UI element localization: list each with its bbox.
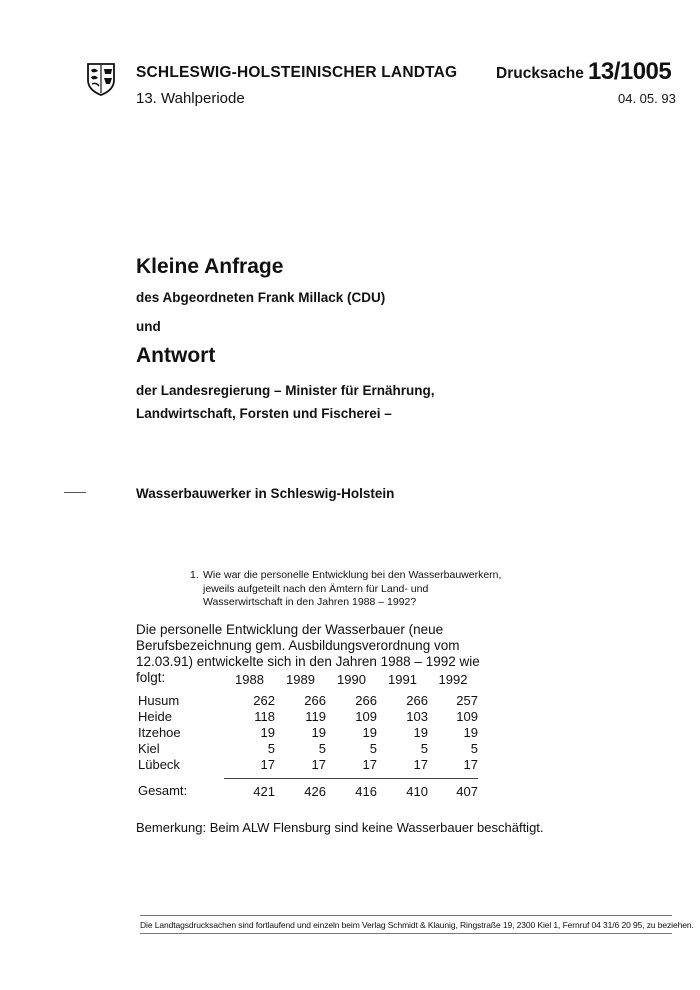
- table-cell: 17: [311, 756, 326, 772]
- und-line: und: [136, 319, 161, 334]
- table-cell: 17: [463, 756, 478, 772]
- kleine-anfrage-heading: Kleine Anfrage: [136, 255, 284, 278]
- table-cell: 257: [456, 692, 478, 708]
- antwort-heading: Antwort: [136, 344, 216, 367]
- table-total-row: [138, 779, 478, 800]
- parliament-name: SCHLESWIG-HOLSTEINISCHER LANDTAG: [136, 64, 458, 81]
- table-cell: 5: [470, 740, 478, 756]
- year-header: 1988: [235, 672, 264, 687]
- table-cell: 17: [260, 756, 275, 772]
- total-cell: 416: [355, 783, 377, 799]
- table-cell: 19: [362, 724, 377, 740]
- legislative-period: 13. Wahlperiode: [136, 90, 245, 107]
- year-header: 1992: [438, 672, 468, 687]
- table-row: [138, 708, 478, 724]
- total-label: Gesamt:: [138, 783, 188, 799]
- table-row: [138, 724, 478, 740]
- table-cell: 19: [463, 724, 478, 740]
- table-cell: 17: [362, 756, 377, 772]
- table-cell: 119: [305, 708, 326, 724]
- total-cell: 407: [456, 783, 478, 799]
- table-cell: 5: [318, 740, 326, 756]
- row-label: Lübeck: [138, 756, 180, 772]
- author-line: des Abgeordneten Frank Millack (CDU): [136, 290, 386, 305]
- footer-rule-top: [140, 915, 672, 916]
- table-cell: 19: [311, 724, 326, 740]
- row-label: Kiel: [138, 740, 160, 756]
- row-label: Itzehoe: [138, 724, 181, 740]
- table-cell: 266: [406, 692, 428, 708]
- table-cell: 19: [260, 724, 275, 740]
- subject-line: Wasserbauwerker in Schleswig-Holstein: [136, 486, 395, 501]
- document-number: 13/1005: [588, 58, 672, 85]
- table-cell: 266: [355, 692, 377, 708]
- table-cell: 5: [420, 740, 428, 756]
- table-row: [138, 740, 478, 756]
- table-cell: 262: [253, 692, 275, 708]
- question-text: Wie war die personelle Entwicklung bei den Wasserbauwerkern, jeweils aufgeteilt nach den Ämtern für Land- und Wasserwirtschaft in den Jahren 1988 – 1992?: [203, 569, 502, 608]
- table-cell: 109: [456, 708, 478, 724]
- table-cell: 5: [267, 740, 275, 756]
- table-cell: 266: [304, 692, 326, 708]
- ministry-line-2: Landwirtschaft, Forsten und Fischerei –: [136, 406, 392, 421]
- document-date: 04. 05. 93: [618, 91, 676, 106]
- year-header: 1991: [388, 672, 417, 687]
- table-cell: 109: [355, 708, 377, 724]
- document-label: Drucksache: [496, 65, 584, 82]
- remark-text: Bemerkung: Beim ALW Flensburg sind keine Wasserbauer beschäftigt.: [136, 820, 544, 835]
- table-cell: 103: [406, 708, 428, 724]
- table-cell: 17: [413, 756, 428, 772]
- total-cell: 421: [253, 783, 275, 799]
- ministry-line-1: der Landesregierung – Minister für Ernährung,: [136, 383, 435, 398]
- total-cell: 410: [406, 783, 428, 799]
- table-row: [138, 692, 478, 708]
- table-cell: 5: [369, 740, 377, 756]
- margin-dash: [64, 492, 86, 493]
- row-label: Husum: [138, 692, 180, 708]
- answer-text: Die personelle Entwicklung der Wasserbauer (neue Berufsbezeichnung gem. Ausbildungsverordnung vom 12.03.91) entwickelte sich in den Jahren 1988 – 1992 wie folgt:: [136, 622, 480, 685]
- staff-table: [138, 672, 478, 799]
- table-cell: 118: [254, 708, 275, 724]
- footer-text: Die Landtagsdrucksachen sind fortlaufend und einzeln beim Verlag Schmidt & Klaunig, Ringstraße 19, 2300 Kiel 1, Fernruf 04 31/6 20 95, zu beziehen.: [140, 920, 694, 930]
- table-row: [138, 756, 478, 772]
- table-header-row: [138, 672, 478, 692]
- coat-of-arms-icon: [86, 62, 116, 96]
- question-number: 1.: [190, 569, 199, 581]
- year-header: 1989: [286, 672, 315, 687]
- row-label: Heide: [138, 708, 172, 724]
- total-cell: 426: [304, 783, 326, 799]
- table-cell: 19: [413, 724, 428, 740]
- footer-rule-bottom: [140, 933, 672, 934]
- year-header: 1990: [337, 672, 366, 687]
